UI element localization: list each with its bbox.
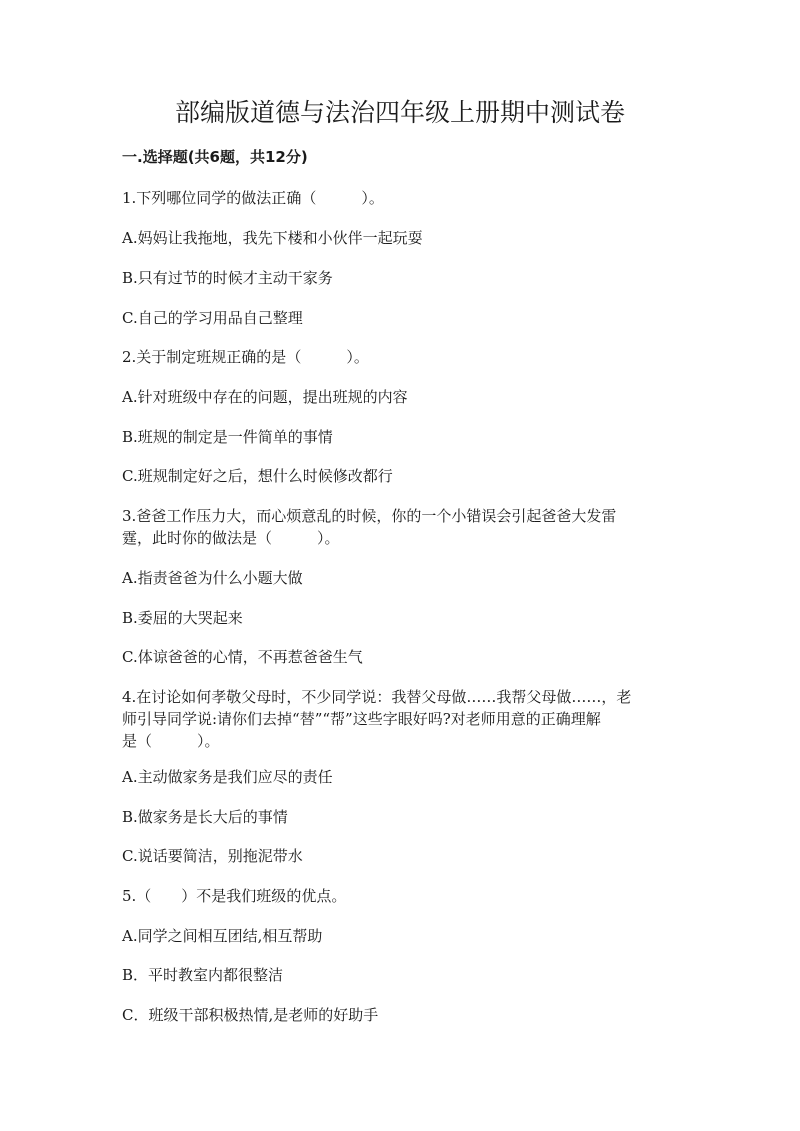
question-4-stem-line-3: 是（ ）。 bbox=[122, 732, 220, 750]
section-heading: 一.选择题(共6题，共12分) bbox=[122, 148, 308, 166]
question-1-option-a: A.妈妈让我拖地，我先下楼和小伙伴一起玩耍 bbox=[122, 229, 423, 247]
question-4-option-b: B.做家务是长大后的事情 bbox=[122, 808, 288, 826]
question-1-option-c: C.自己的学习用品自己整理 bbox=[122, 309, 303, 327]
question-1-stem: 1.下列哪位同学的做法正确（ ）。 bbox=[122, 189, 384, 207]
question-4-stem-line-2: 师引导同学说:请你们去掉“替”“帮”这些字眼好吗?对老师用意的正确理解 bbox=[122, 710, 601, 728]
question-1-option-b: B.只有过节的时候才主动干家务 bbox=[122, 269, 333, 287]
question-3-option-b: B.委屈的大哭起来 bbox=[122, 609, 243, 627]
question-3-option-a: A.指责爸爸为什么小题大做 bbox=[122, 569, 303, 587]
question-5-option-a: A.同学之间相互团结,相互帮助 bbox=[122, 927, 323, 945]
question-3-stem bbox=[122, 505, 662, 549]
question-4-stem bbox=[122, 686, 662, 752]
question-3-stem-line-1: 3.爸爸工作压力大，而心烦意乱的时候，你的一个小错误会引起爸爸大发雷 bbox=[122, 507, 617, 525]
page-title: 部编版道德与法治四年级上册期中测试卷 bbox=[174, 98, 625, 127]
question-5-stem: 5.（ ）不是我们班级的优点。 bbox=[122, 887, 347, 905]
question-5-option-c: C．班级干部积极热情,是老师的好助手 bbox=[122, 1006, 379, 1024]
question-4-option-c: C.说话要简洁，别拖泥带水 bbox=[122, 847, 303, 865]
question-2-option-c: C.班规制定好之后，想什么时候修改都行 bbox=[122, 467, 393, 485]
question-3-stem-line-2: 霆，此时你的做法是（ ）。 bbox=[122, 529, 340, 547]
question-5-option-b: B．平时教室内都很整洁 bbox=[122, 966, 284, 984]
question-2-option-a: A.针对班级中存在的问题，提出班规的内容 bbox=[122, 388, 408, 406]
question-4-stem-line-1: 4.在讨论如何孝敬父母时，不少同学说：我替父母做……我帮父母做……，老 bbox=[122, 688, 632, 706]
question-2-option-b: B.班规的制定是一件简单的事情 bbox=[122, 428, 333, 446]
question-3-option-c: C.体谅爸爸的心情，不再惹爸爸生气 bbox=[122, 648, 363, 666]
question-4-option-a: A.主动做家务是我们应尽的责任 bbox=[122, 768, 333, 786]
question-2-stem: 2.关于制定班规正确的是（ ）。 bbox=[122, 348, 369, 366]
